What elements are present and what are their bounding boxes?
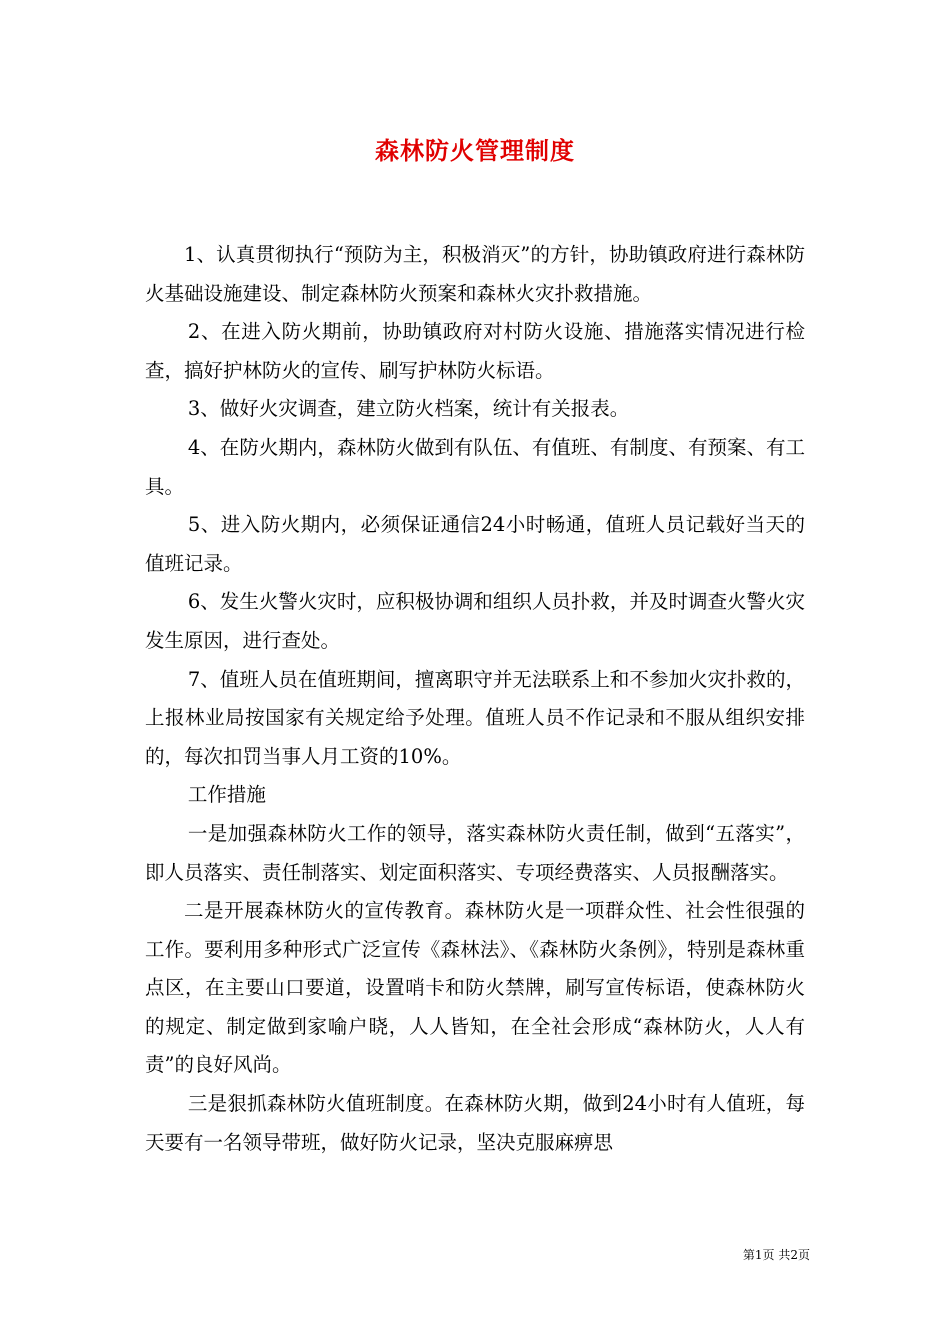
paragraph-4: 4、在防火期内，森林防火做到有队伍、有值班、有制度、有预案、有工具。 xyxy=(145,435,805,498)
paragraph-7: 7、值班人员在值班期间，擅离职守并无法联系上和不参加火灾扑救的，上报林业局按国家有关规定给予处理。值班人员不作记录和不服从组织安排的，每次扣罚当事人月工资的10%。 xyxy=(145,667,805,768)
page-number: 第1页 共2页 xyxy=(742,1248,810,1262)
document-title: 森林防火管理制度 xyxy=(375,136,575,165)
paragraph-5: 5、进入防火期内，必须保证通信24小时畅通，值班人员记载好当天的值班记录。 xyxy=(145,513,805,575)
measure-3: 三是狠抓森林防火值班制度。在森林防火期，做到24小时有人值班，每天要有一名领导带班，做好防火记录，坚决克服麻痹思 xyxy=(145,1092,805,1154)
paragraph-3: 3、做好火灾调查，建立防火档案，统计有关报表。 xyxy=(187,397,630,421)
section-heading-work-measures: 工作措施 xyxy=(187,783,266,807)
measure-1: 一是加强森林防火工作的领导，落实森林防火责任制，做到“五落实”，即人员落实、责任制落实、划定面积落实、专项经费落实、人员报酬落实。 xyxy=(145,821,805,884)
measure-2: 二是开展森林防火的宣传教育。森林防火是一项群众性、社会性很强的工作。要利用多种形式广泛宣传《森林法》、《森林防火条例》，特别是森林重点区，在主要山口要道，设置哨卡和防火禁牌，刷写宣传标语，使森林防火的规定、制定做到家喻户晓，人人皆知，在全社会形成“森林防火，人人有责”的良好风尚。 xyxy=(145,899,805,1077)
document-body xyxy=(145,236,805,1162)
paragraph-2: 2、在进入防火期前，协助镇政府对村防火设施、措施落实情况进行检查，搞好护林防火的宣传、刷写护林防火标语。 xyxy=(145,320,805,382)
paragraph-1: 1、认真贯彻执行“预防为主，积极消灭”的方针，协助镇政府进行森林防火基础设施建设、制定森林防火预案和森林火灾扑救措施。 xyxy=(145,243,805,305)
paragraph-6: 6、发生火警火灾时，应积极协调和组织人员扑救，并及时调查火警火灾发生原因，进行查处。 xyxy=(145,590,805,652)
